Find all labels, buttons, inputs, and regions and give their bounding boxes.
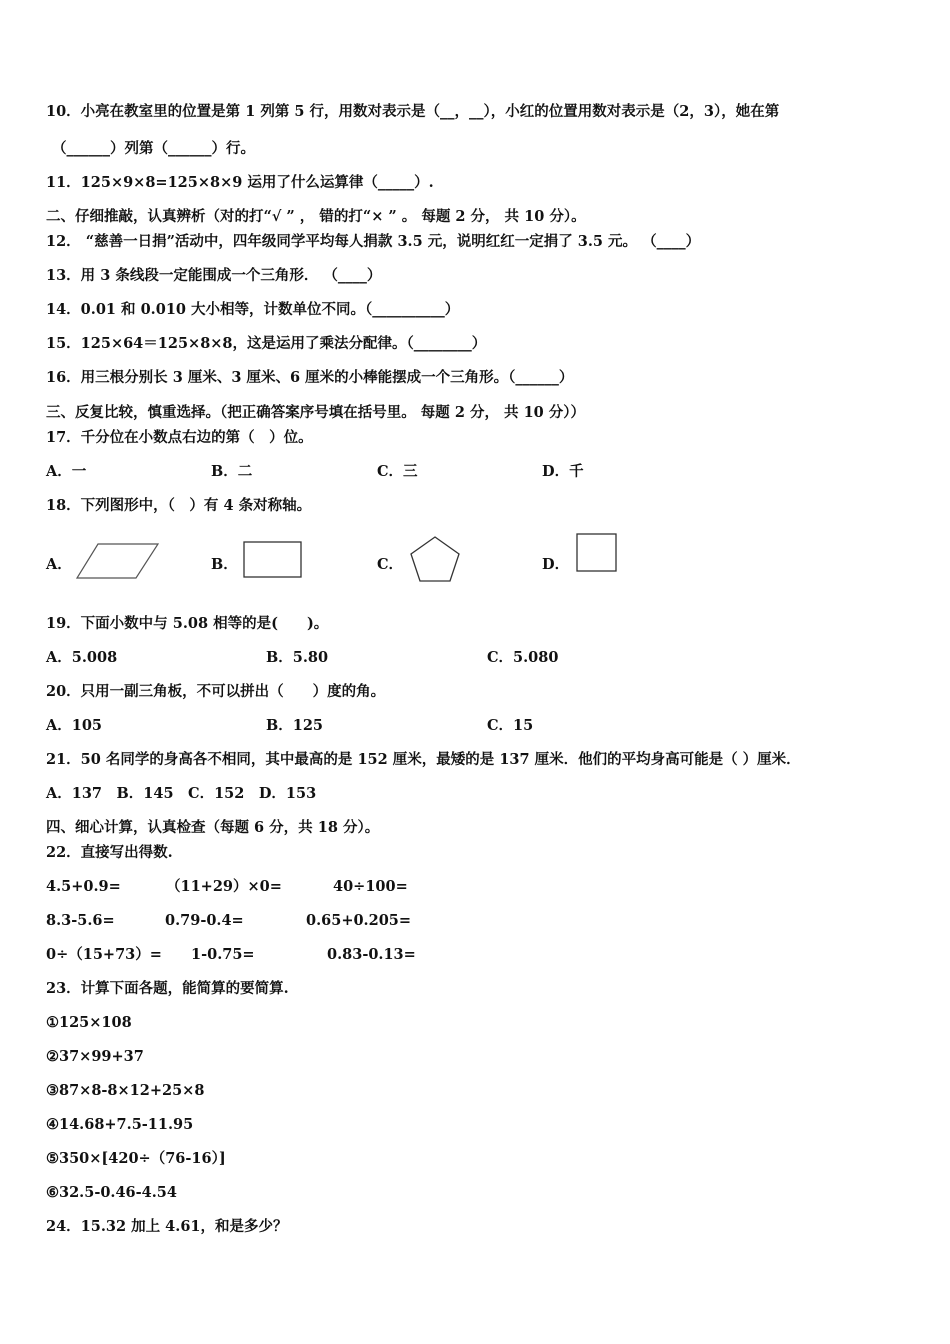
q17-option-c: C．三 (377, 463, 418, 480)
parallelogram-shape (76, 542, 160, 580)
q18-option-a: A． (46, 556, 72, 573)
q17-option-d: D．千 (542, 463, 584, 480)
q19-stem: 19．下面小数中与 5.08 相等的是( )。 (46, 615, 329, 632)
q19-option-c: C．5.080 (487, 649, 559, 666)
q22-r2c1: 8.3-5.6= (46, 912, 115, 929)
q18-option-c: C． (377, 556, 404, 573)
q23-item-4: ④14.68+7.5-11.95 (46, 1116, 194, 1133)
q23-item-3: ③87×8-8×12+25×8 (46, 1082, 205, 1099)
q17-option-a: A．一 (46, 463, 87, 480)
q17-option-b: B．二 (211, 463, 253, 480)
q19-option-b: B．5.80 (266, 649, 329, 666)
q23-item-6: ⑥32.5-0.46-4.54 (46, 1184, 177, 1201)
q22-r3c2: 1-0.75= (191, 946, 255, 963)
q14: 14．0.01 和 0.010 大小相等，计数单位不同。（__________） (46, 301, 460, 318)
q22-r2c3: 0.65+0.205= (306, 912, 412, 929)
q22-r3c1: 0÷（15+73）= (46, 946, 162, 963)
q23-item-5: ⑤350×[420÷（76-16）] (46, 1150, 226, 1167)
pentagon-shape (408, 535, 462, 583)
q22-r2c2: 0.79-0.4= (165, 912, 244, 929)
q23-item-1: ①125×108 (46, 1014, 132, 1031)
q22-r1c2: （11+29）×0= (166, 878, 282, 895)
section-4-heading: 四、细心计算，认真检查（每题 6 分，共 18 分）。 (46, 819, 380, 836)
q22-r1c1: 4.5+0.9= (46, 878, 121, 895)
q23-item-2: ②37×99+37 (46, 1048, 144, 1065)
q21-stem: 21．50 名同学的身高各不相同，其中最高的是 152 厘米，最矮的是 137 厘米．他们的平均身高可能是（ ）厘米． (46, 751, 801, 768)
q18-stem: 18．下列图形中，（ ）有 4 条对称轴。 (46, 497, 312, 514)
q20-option-c: C．15 (487, 717, 534, 734)
q15: 15．125×64＝125×8×8，这是运用了乘法分配律。（________） (46, 335, 487, 352)
q10-line2: （______）列第（______）行。 (52, 140, 255, 157)
section-2-heading: 二、仔细推敲，认真辨析（对的打“√ ” ， 错的打“× ” 。 每题 2 分， 共 10 分）。 (46, 208, 586, 225)
q18-option-b: B． (211, 556, 238, 573)
q13: 13．用 3 条线段一定能围成一个三角形． （____） (46, 267, 382, 284)
q22-r3c3: 0.83-0.13= (327, 946, 416, 963)
q22-r1c3: 40÷100= (333, 878, 408, 895)
q20-stem: 20．只用一副三角板，不可以拼出（ ）度的角。 (46, 683, 386, 700)
section-3-heading: 三、反复比较，慎重选择。（把正确答案序号填在括号里。 每题 2 分， 共 10 分）） (46, 404, 586, 421)
q17-stem: 17．千分位在小数点右边的第（ ）位。 (46, 429, 313, 446)
q19-option-a: A．5.008 (46, 649, 118, 666)
q11: 11．125×9×8=125×8×9 运用了什么运算律（_____）. (46, 174, 434, 191)
q18-option-d: D． (542, 556, 570, 573)
q12: 12． “慈善一日捐”活动中，四年级同学平均每人捐款 3.5 元，说明红红一定捐了 3.5 元。 （____） (46, 233, 701, 250)
q20-option-b: B．125 (266, 717, 324, 734)
q16: 16．用三根分别长 3 厘米、3 厘米、6 厘米的小棒能摆成一个三角形。（______） (46, 369, 574, 386)
q24: 24．15.32 加上 4.61，和是多少？ (46, 1218, 288, 1235)
q20-option-a: A．105 (46, 717, 103, 734)
q10-line1: 10．小亮在教室里的位置是第 1 列第 5 行，用数对表示是（__，__），小红的位置用数对表示是（2，3），她在第 (46, 103, 780, 120)
square-shape (576, 533, 618, 573)
q23-stem: 23．计算下面各题，能简算的要简算. (46, 980, 289, 997)
rectangle-shape (243, 541, 303, 579)
q22-stem: 22．直接写出得数. (46, 844, 173, 861)
q21-options: A．137 B．145 C．152 D．153 (46, 785, 317, 802)
